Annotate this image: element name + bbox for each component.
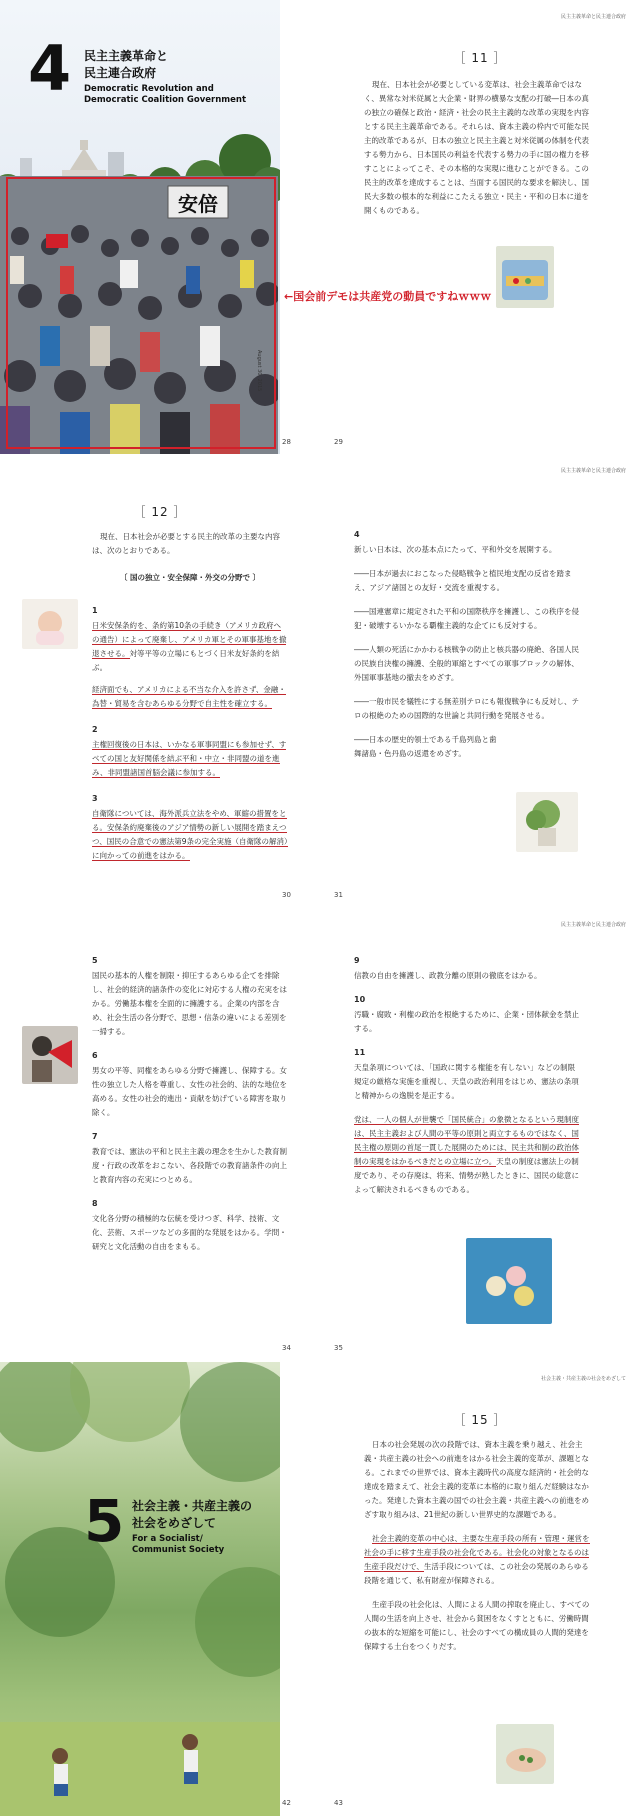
megaphone-photo [22,1026,78,1084]
items-1-3 [92,604,288,863]
item-4-point-5: ――日本の歴史的領土である千島列島と歯舞諸島・色丹島の返還をめざす。 [354,735,497,758]
running-head: 民主主義革命と民主連合政府 [560,468,626,474]
hands-seeds-photo [496,1724,554,1784]
chapter-title-ja [132,1498,252,1532]
paragraph-2-plain-text: 生活手段については、この社会の発展のあらゆる段階を通じて、私有財産が保障される。 [364,1562,589,1585]
item-9-number: 9 [354,956,360,965]
running-head: 民主主義革命と民主連合政府 [560,922,626,928]
item-2-underlined-text: 主権回復後の日本は、いかなる軍事同盟にも参加せず、すべての国と友好関係を結ぶ平和・中立・非同盟の道を進み、非同盟諸国首脳会議に参加する。 [92,740,287,777]
item-4-number: 4 [354,530,360,539]
item-4-point-2: ――国連憲章に規定された平和の国際秩序を擁護し、この秩序を侵犯・破壊するいかなる覇権主義的な企てにも反対する。 [354,607,579,630]
chapter-title-ja-line2: 社会をめざして [132,1516,217,1530]
page-number-left: 34 [282,1344,291,1352]
item-4-point-4: ――一般市民を犠牲にする無差別テロにも報復戦争にも反対し、テロの根絶のための国際的な世論と共同行動を発展させる。 [354,697,579,720]
chapter-title-en-line2: Democratic Coalition Government [84,95,247,105]
subhead: 〔 国の独立・安全保障・外交の分野で 〕 [119,573,261,582]
intro-paragraph: 現在、日本社会が必要とする民主的改革の主要な内容は、次のとおりである。 [92,532,280,555]
item-11-party-stance [354,1113,580,1197]
item-1-plain-text: 対等平等の立場にもとづく日米友好条約を結ぶ。 [92,649,280,672]
section-body [364,1438,596,1664]
item-10-number: 10 [354,995,366,1004]
item-1-economy [92,683,288,711]
chapter-title-ja-line1: 社会主義・共産主義の [132,1499,253,1513]
chapter-title-en [84,84,246,106]
page-number-right: 29 [334,438,343,446]
page-31 [320,454,640,908]
item-5-number: 5 [92,956,98,965]
red-annotation: ←国会前デモは共産党の動員ですねｗｗｗ [284,290,492,303]
chapter-title-ja [84,48,168,82]
item-4 [354,528,580,771]
section-paragraph: 現在、日本社会が必要としている変革は、社会主義革命ではなく、異常な対米従属と大企業・財界の横暴な支配の打破―日本の真の独立の確保と政治・経済・社会の民主主義的な改革の実現を内容とする民主主義革命である。それらは、資本主義の枠内で可能な民主的改革であるが、日本の独立と民主主義と対米従属の体制を代表する勢力から、日本国民の利益を代表する勢力の手に国の権力を移すことによってこそ、その本格的な実現に進むことができる。この民主的改革を達成することは、当面する国民的な要求を解決し、国民大多数の根本的な利益にこたえる独立・民主・平和の日本に道を開くものである。 [364,80,589,215]
paragraph-1: 日本の社会発展の次の段階では、資本主義を乗り越え、社会主義・共産主義の社会への前進をはかる社会主義的変革が、課題となる。これまでの世界では、資本主義時代の高度な経済的・社会的な達成を踏まえて、社会主義的変革に本格的に取り組んだ経験はなかった。発達した資本主義の国での社会主義・共産主義への前進をめざす取り組みは、21世紀の新しい世界史的な課題である。 [364,1440,589,1519]
forest-illustration [0,1362,280,1816]
item-4-intro: 新しい日本は、次の基本点にたって、平和外交を展開する。 [354,545,557,554]
plant-photo [516,792,578,852]
photo-date: August 30, 2015 [256,350,262,392]
section-number: ［ 12 ］ [133,505,187,519]
page-number-left: 42 [282,1799,291,1807]
page-29 [320,0,640,454]
item-1-economy-text: 経済面でも、アメリカによる不当な介入を許さず、金融・為替・貿易を含むあらゆる分野で自主性を確立する。 [92,685,286,708]
item-3-underlined-text: 自衛隊については、海外派兵立法をやめ、軍縮の措置をとる。安保条約廃棄後のアジア情勢の新しい展開を踏まえつつ、国民の合意での憲法第9条の完全実施（自衛隊の解消）に向かっての前進をはかる。 [92,809,288,860]
spread-items-5-11 [0,908,640,1362]
spread-chapter-5 [0,1362,640,1816]
page-number-right: 43 [334,1799,343,1807]
item-2-text [92,738,288,780]
paragraph-2-underlined-text: 社会主義的変革の中心は、主要な生産手段の所有・管理・運営を社会の手に移す生産手段の社会化である。社会化の対象となるのは生産手段だけで、 [364,1534,590,1571]
chapter-title-en [132,1534,224,1556]
chapter-title-ja-line2: 民主連合政府 [84,66,157,80]
red-highlight-box [6,177,276,449]
spread-section-12 [0,454,640,908]
item-8-text: 文化各分野の積極的な伝統を受けつぎ、科学、技術、文化、芸術、スポーツなどの多面的な発展をはかる。学問・研究と文化活動の自由をまもる。 [92,1214,287,1251]
section-number: ［ 11 ］ [453,51,507,65]
page-number-left: 30 [282,891,291,899]
item-5-text: 国民の基本的人権を制限・抑圧するあらゆる企てを排除し、社会的経済的諸条件の変化に対応する人権の充実をはかる。労働基本権を全面的に擁護する。企業の内部を含め、社会生活の各分野で、思想・信条の違いによる差別を一掃する。 [92,971,287,1036]
item-11-plain-text: 天皇の制度は憲法上の制度であり、その存廃は、将来、情勢が熟したときに、国民の総意によって解決されるべきものである。 [354,1157,579,1194]
page-28 [0,0,320,454]
page-number-right: 31 [334,891,343,899]
item-4-point-3: ――人類の死活にかかわる核戦争の防止と核兵器の廃絶、各国人民の民族自決権の擁護、全般的軍縮とすべての軍事ブロックの解体、外国軍事基地の撤去をめざす。 [354,645,579,682]
page-42 [0,1362,320,1816]
spread-chapter-4 [0,0,640,454]
items-9-11 [354,954,580,1207]
item-4-point-1: ――日本が過去におこなった侵略戦争と植民地支配の反省を踏まえ、アジア諸国との友好・交流を重視する。 [354,569,572,592]
item-8-number: 8 [92,1199,98,1208]
page-number-left: 28 [282,438,291,446]
chapter-title-en-line1: Democratic Revolution and [84,84,214,94]
chapter-title-en-line1: For a Socialist/ [132,1534,203,1544]
badges-photo [466,1238,552,1324]
item-9-text: 信教の自由を擁護し、政教分離の原則の徹底をはかる。 [354,971,542,980]
baby-photo [22,599,78,649]
item-11-underlined-text: 党は、一人の個人が世襲で「国民統合」の象徴となるという現制度は、民主主義および人間の平等の原則と両立するものではなく、国民主権の原則の首尾一貫した展開のためには、民主共和制の政治体制の実現をはかるべきだとの立場に立つ。 [354,1115,579,1166]
crowd-sign-text: 安倍 [178,192,218,216]
chapter-title-ja-line1: 民主主義革命と [84,49,169,63]
item-3-text [92,807,288,863]
paragraph-2 [364,1532,596,1588]
running-head: 社会主義・共産主義の社会をめざして [540,1376,626,1382]
notebook-photo [496,246,554,308]
page-35 [320,908,640,1362]
page-number-right: 35 [334,1344,343,1352]
chapter-title-en-line2: Communist Society [132,1545,225,1555]
item-7-text: 教育では、憲法の平和と民主主義の理念を生かした教育制度・行政の改革をおこない、各段階での教育諸条件の向上と教育内容の充実につとめる。 [92,1147,287,1184]
item-1-underlined-text: 日米安保条約を、条約第10条の手続き（アメリカ政府への通告）によって廃棄し、アメリカ軍とその軍事基地を撤退させる。 [92,621,287,658]
chapter-number: 4 [28,32,72,105]
item-1-number: 1 [92,606,98,615]
item-11-number: 11 [354,1048,366,1057]
page-34 [0,908,320,1362]
item-7-number: 7 [92,1132,98,1141]
section-number: ［ 15 ］ [453,1413,507,1427]
running-head: 民主主義革命と民主連合政府 [560,14,626,20]
item-10-text: 汚職・腐敗・利権の政治を根絶するために、企業・団体献金を禁止する。 [354,1010,579,1033]
item-1-text [92,619,288,675]
item-6-text: 男女の平等、同権をあらゆる分野で擁護し、保障する。女性の独立した人格を尊重し、女性の社会的、法的な地位を高める。女性の社会的進出・貢献を妨げている障害を取り除く。 [92,1066,287,1117]
item-6-number: 6 [92,1051,98,1060]
paragraph-3: 生産手段の社会化は、人間による人間の搾取を廃止し、すべての人間の生活を向上させ、社会から貧困をなくすとともに、労働時間の抜本的な短縮を可能にし、社会のすべての構成員の人間的発達を保障する土台をつくりだす。 [364,1600,590,1651]
page-43 [320,1362,640,1816]
page-30 [0,454,320,908]
items-5-8 [92,954,288,1264]
item-3-number: 3 [92,794,98,803]
item-2-number: 2 [92,725,98,734]
item-11-text: 天皇条項については、「国政に関する権能を有しない」などの制限規定の厳格な実施を重視し、天皇の政治利用をはじめ、憲法の条項と精神からの逸脱を是正する。 [354,1063,579,1100]
chapter-number: 5 [84,1487,125,1555]
